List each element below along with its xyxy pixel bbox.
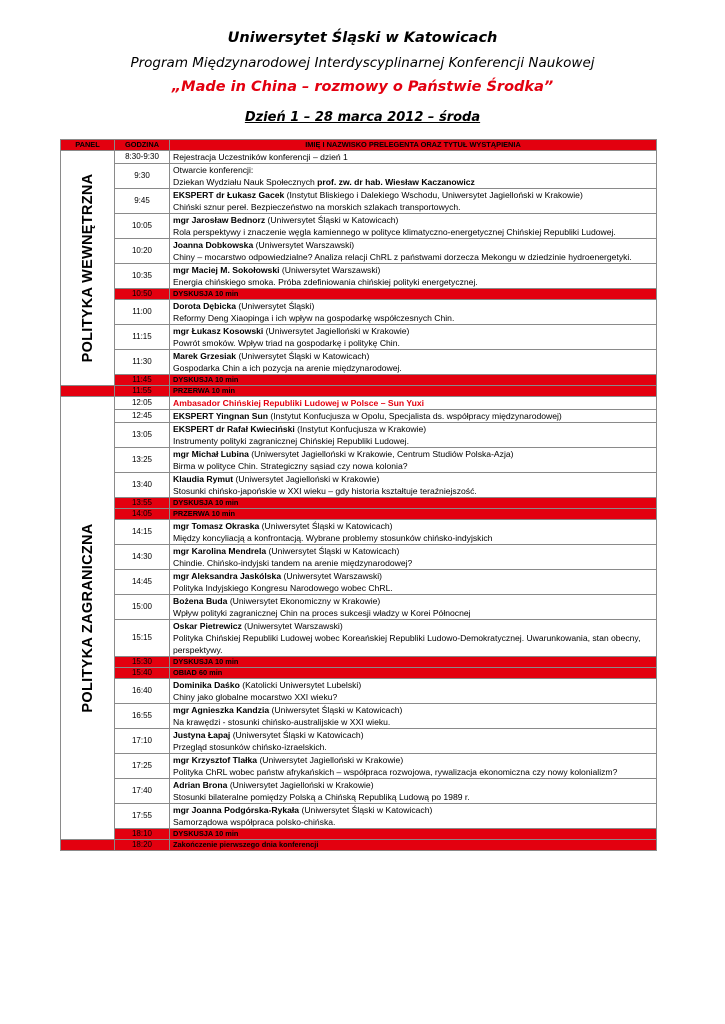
- talk-title: Samorządowa współpraca polsko-chińska.: [173, 817, 336, 827]
- talk-cell: [170, 704, 657, 729]
- talk-cell: [170, 473, 657, 498]
- schedule-row: [61, 448, 657, 473]
- schedule-row: [61, 804, 657, 829]
- schedule-row: [61, 423, 657, 448]
- day-heading: Dzień 1 – 28 marca 2012 – środa: [244, 110, 481, 125]
- talk-title: Instrumenty polityki zagranicznej Chińskiej Republiki Ludowej.: [173, 436, 409, 446]
- speaker-name: EKSPERT dr Rafał Kwieciński: [173, 424, 295, 434]
- schedule-row: [61, 214, 657, 239]
- talk-title: Między koncyliacją a konfrontacją. Wybrane problemy stosunków chińsko-indyjskich: [173, 533, 493, 543]
- schedule-row: [61, 239, 657, 264]
- panel-foreign: [61, 397, 115, 840]
- speaker-affiliation: (Instytut Konfucjusza w Krakowie): [294, 424, 427, 434]
- talk-cell: [170, 239, 657, 264]
- speaker-name: mgr Maciej M. Sokołowski: [173, 265, 280, 275]
- time-cell: 11:15: [115, 325, 170, 350]
- talk-title: Gospodarka Chin a ich pozycja na arenie międzynarodowej.: [173, 363, 402, 373]
- speaker-affiliation: (Uniwersytet Jagielloński w Krakowie): [257, 755, 404, 765]
- speaker-affiliation: (Uniwersytet Jagielloński w Krakowie): [233, 474, 380, 484]
- break-row: [61, 386, 657, 397]
- talk-title: Przegląd stosunków chińsko-izraelskich.: [173, 742, 327, 752]
- schedule-row: [61, 350, 657, 375]
- break-row: [61, 375, 657, 386]
- time-cell: 9:45: [115, 189, 170, 214]
- break-label: PRZERWA 10 min: [170, 386, 657, 397]
- speaker-affiliation: (Uniwersytet Śląski): [236, 301, 315, 311]
- column-header-time: GODZINA: [115, 140, 170, 151]
- speaker-name: mgr Tomasz Okraska: [173, 521, 260, 531]
- time-cell: 10:35: [115, 264, 170, 289]
- talk-title: Powrót smoków. Wpływ triad na gospodarkę i politykę Chin.: [173, 338, 400, 348]
- speaker-affiliation: (Katolicki Uniwersytet Lubelski): [239, 680, 362, 690]
- talk-cell: [170, 151, 657, 164]
- speaker-affiliation: (Instytut Bliskiego i Dalekiego Wschodu, Uniwersytet Jagielloński w Krakowie): [284, 190, 583, 200]
- talk-title: Reformy Deng Xiaopinga i ich wpływ na gospodarkę współczesnych Chin.: [173, 313, 455, 323]
- speaker-affiliation: (Uniwersytet Śląski w Katowicach): [266, 546, 400, 556]
- speaker-affiliation: (Uniwersytet Śląski w Katowicach): [230, 730, 364, 740]
- break-label: OBIAD 60 min: [170, 668, 657, 679]
- panel-label-domestic: POLITYKA WEWNĘTRZNA: [79, 173, 96, 363]
- break-label: Zakończenie pierwszego dnia konferencji: [170, 840, 657, 851]
- schedule-row: [61, 545, 657, 570]
- speaker-name: Bożena Buda: [173, 596, 228, 606]
- talk-cell: [170, 729, 657, 754]
- time-cell: 11:30: [115, 350, 170, 375]
- speaker-name: mgr Agnieszka Kandzia: [173, 705, 270, 715]
- time-cell: 18:20: [115, 840, 170, 851]
- schedule-row: [61, 300, 657, 325]
- schedule-row: [61, 325, 657, 350]
- talk-cell: [170, 779, 657, 804]
- panel-domestic: [61, 151, 115, 386]
- talk-cell: [170, 679, 657, 704]
- time-cell: 13:25: [115, 448, 170, 473]
- break-row: [61, 498, 657, 509]
- talk-title: Polityka Chińskiej Republiki Ludowej wobec Koreańskiej Republiki Ludowo-Demokratycznej. Uwarunkowania, stan obecny, perspektywy.: [173, 633, 641, 655]
- talk-cell: [170, 570, 657, 595]
- speaker-name: Dorota Dębicka: [173, 301, 237, 311]
- time-cell: 16:40: [115, 679, 170, 704]
- time-cell: 15:15: [115, 620, 170, 657]
- speaker-name: EKSPERT dr Łukasz Gacek: [173, 190, 285, 200]
- speaker-affiliation: (Uniwersytet Jagielloński w Krakowie): [263, 326, 410, 336]
- time-cell: 13:40: [115, 473, 170, 498]
- break-label: DYSKUSJA 10 min: [170, 375, 657, 386]
- schedule-row: [61, 189, 657, 214]
- talk-cell: [170, 423, 657, 448]
- time-cell: 17:55: [115, 804, 170, 829]
- speaker-name: Klaudia Rymut: [173, 474, 234, 484]
- talk-title: Wpływ polityki zagranicznej Chin na proces sukcesji władzy w Korei Północnej: [173, 608, 471, 618]
- time-cell: 14:15: [115, 520, 170, 545]
- talk-title: Birma w polityce Chin. Strategiczny sąsiad czy nowa kolonia?: [173, 461, 408, 471]
- schedule-row: [61, 570, 657, 595]
- schedule-row: [61, 704, 657, 729]
- talk-title: Dziekan Wydziału Nauk Społecznych: [173, 177, 318, 187]
- break-label: PRZERWA 10 min: [170, 509, 657, 520]
- time-cell: 16:55: [115, 704, 170, 729]
- schedule-row: [61, 679, 657, 704]
- speaker-name: mgr Joanna Podgórska-Rykała: [173, 805, 300, 815]
- break-label: DYSKUSJA 10 min: [170, 498, 657, 509]
- schedule-row: [61, 410, 657, 423]
- speaker-affiliation: (Uniwersytet Jagielloński w Krakowie): [227, 780, 374, 790]
- schedule-row: [61, 729, 657, 754]
- talk-cell: [170, 397, 657, 410]
- schedule-row: [61, 397, 657, 410]
- schedule-row: [61, 264, 657, 289]
- time-cell: 11:55: [115, 386, 170, 397]
- talk-cell: [170, 350, 657, 375]
- column-header-panel: PANEL: [61, 140, 115, 151]
- speaker-affiliation: (Uniwersytet Warszawski): [281, 571, 383, 581]
- speaker-name: EKSPERT Yingnan Sun: [173, 411, 269, 421]
- panel-label-foreign: POLITYKA ZAGRANICZNA: [79, 523, 96, 713]
- time-cell: 10:20: [115, 239, 170, 264]
- time-cell: 10:50: [115, 289, 170, 300]
- break-row: [61, 289, 657, 300]
- speaker-name: Joanna Dobkowska: [173, 240, 254, 250]
- schedule-table: [60, 139, 657, 851]
- dean-name: prof. zw. dr hab. Wiesław Kaczanowicz: [317, 177, 475, 187]
- speaker-affiliation: (Uniwersytet Śląski w Katowicach): [265, 215, 399, 225]
- speaker-name: Oskar Pietrewicz: [173, 621, 242, 631]
- speaker-name: mgr Krzysztof Tlałka: [173, 755, 258, 765]
- talk-title: Polityka Indyjskiego Kongresu Narodowego wobec ChRL.: [173, 583, 393, 593]
- schedule-row: [61, 595, 657, 620]
- time-cell: 13:05: [115, 423, 170, 448]
- speaker-affiliation: (Uniwersytet Śląski w Katowicach): [299, 805, 433, 815]
- schedule-row: [61, 779, 657, 804]
- break-row: [61, 840, 657, 851]
- talk-title: Chiny – mocarstwo odpowiedzialne? Analiza relacji ChRL z państwami dorzecza Mekongu w dziedzinie hydroenergetyki.: [173, 252, 632, 262]
- talk-cell: [170, 214, 657, 239]
- break-label: DYSKUSJA 10 min: [170, 829, 657, 840]
- speaker-affiliation: (Uniwersytet Śląski w Katowicach): [259, 521, 393, 531]
- time-cell: 15:00: [115, 595, 170, 620]
- talk-cell: [170, 545, 657, 570]
- speaker-name: Marek Grzesiak: [173, 351, 237, 361]
- talk-cell: [170, 804, 657, 829]
- talk-cell: [170, 325, 657, 350]
- talk-title: Rola perspektywy i znaczenie węgla kamiennego w polityce klimatyczno-energetycznej Chińskiej Republiki Ludowej.: [173, 227, 616, 237]
- schedule-row: [61, 151, 657, 164]
- break-row: [61, 829, 657, 840]
- time-cell: 15:30: [115, 657, 170, 668]
- schedule-row: [61, 620, 657, 657]
- time-cell: 11:00: [115, 300, 170, 325]
- program-title: Program Międzynarodowej Interdyscyplinarnej Konferencji Naukowej: [130, 55, 595, 71]
- column-header-speaker: IMIĘ I NAZWISKO PRELEGENTA ORAZ TYTUŁ WYSTĄPIENIA: [170, 140, 657, 151]
- speaker-affiliation: (Uniwersytet Śląski w Katowicach): [236, 351, 370, 361]
- talk-cell: [170, 164, 657, 189]
- speaker-affiliation: (Uniwersytet Warszawski): [241, 621, 343, 631]
- time-cell: 14:45: [115, 570, 170, 595]
- schedule-row: [61, 520, 657, 545]
- time-cell: 15:40: [115, 668, 170, 679]
- talk-title: Chindie. Chińsko-indyjski tandem na arenie międzynarodowej?: [173, 558, 413, 568]
- talk-cell: [170, 264, 657, 289]
- schedule-row: [61, 164, 657, 189]
- schedule-row: [61, 754, 657, 779]
- talk-cell: [170, 189, 657, 214]
- time-cell: 14:05: [115, 509, 170, 520]
- time-cell: 17:10: [115, 729, 170, 754]
- talk-title: Chiński sznur pereł. Bezpieczeństwo na morskich szlakach transportowych.: [173, 202, 461, 212]
- speaker-name: mgr Karolina Mendrela: [173, 546, 267, 556]
- time-cell: 14:30: [115, 545, 170, 570]
- speaker-name: Adrian Brona: [173, 780, 228, 790]
- talk-title: Chiny jako globalne mocarstwo XXI wieku?: [173, 692, 338, 702]
- speaker-name: mgr Jarosław Bednorz: [173, 215, 266, 225]
- speaker-affiliation: (Uniwersytet Warszawski): [279, 265, 381, 275]
- time-cell: 18:10: [115, 829, 170, 840]
- conference-title: „Made in China – rozmowy o Państwie Środka”: [171, 79, 554, 95]
- break-row: [61, 668, 657, 679]
- speaker-affiliation: (Uniwersytet Jagielloński w Krakowie, Centrum Studiów Polska-Azja): [248, 449, 514, 459]
- speaker-affiliation: (Uniwersytet Ekonomiczny w Krakowie): [227, 596, 381, 606]
- panel-separator: [61, 386, 115, 397]
- break-label: DYSKUSJA 10 min: [170, 289, 657, 300]
- time-cell: 17:40: [115, 779, 170, 804]
- speaker-name: mgr Michał Lubina: [173, 449, 249, 459]
- talk-cell: [170, 300, 657, 325]
- break-label: DYSKUSJA 10 min: [170, 657, 657, 668]
- talk-title: Na krawędzi - stosunki chińsko-australijskie w XXI wieku.: [173, 717, 391, 727]
- talk-cell: [170, 520, 657, 545]
- time-cell: 12:05: [115, 397, 170, 410]
- panel-separator: [61, 840, 115, 851]
- talk-title: Polityka ChRL wobec państw afrykańskich – współpraca rozwojowa, rywalizacja ekonomiczna czy nowy kolonializm?: [173, 767, 618, 777]
- ambassador-heading: Ambasador Chińskiej Republiki Ludowej w Polsce – Sun Yuxi: [173, 398, 425, 408]
- time-cell: 8:30-9:30: [115, 151, 170, 164]
- speaker-name: mgr Łukasz Kosowski: [173, 326, 264, 336]
- time-cell: 12:45: [115, 410, 170, 423]
- speaker-affiliation: (Uniwersytet Warszawski): [253, 240, 355, 250]
- speaker-name: Justyna Łapaj: [173, 730, 231, 740]
- time-cell: 9:30: [115, 164, 170, 189]
- speaker-affiliation: (Instytut Konfucjusza w Opolu, Specjalista ds. współpracy międzynarodowej): [268, 411, 562, 421]
- talk-cell: [170, 620, 657, 657]
- talk-cell: [170, 448, 657, 473]
- talk-cell: [170, 754, 657, 779]
- time-cell: 13:55: [115, 498, 170, 509]
- time-cell: 17:25: [115, 754, 170, 779]
- talk-cell: [170, 410, 657, 423]
- talk-cell: [170, 595, 657, 620]
- talk-title: Stosunki chińsko-japońskie w XXI wieku – gdy historia kształtuje teraźniejszość.: [173, 486, 477, 496]
- speaker-name: mgr Aleksandra Jaskólska: [173, 571, 282, 581]
- university-name: Uniwersytet Śląski w Katowicach: [227, 30, 498, 46]
- talk-title: Stosunki bilateralne pomiędzy Polską a Chińską Republiką Ludową po 1989 r.: [173, 792, 470, 802]
- speaker-name: Dominika Daśko: [173, 680, 240, 690]
- time-cell: 10:05: [115, 214, 170, 239]
- schedule-row: [61, 473, 657, 498]
- speaker-affiliation: Rejestracja Uczestników konferencji – dzień 1: [173, 152, 348, 162]
- speaker-affiliation: Otwarcie konferencji:: [173, 165, 254, 175]
- break-row: [61, 509, 657, 520]
- speaker-affiliation: (Uniwersytet Śląski w Katowicach): [269, 705, 403, 715]
- talk-title: Energia chińskiego smoka. Próba zdefiniowania chińskiej polityki energetycznej.: [173, 277, 478, 287]
- break-row: [61, 657, 657, 668]
- time-cell: 11:45: [115, 375, 170, 386]
